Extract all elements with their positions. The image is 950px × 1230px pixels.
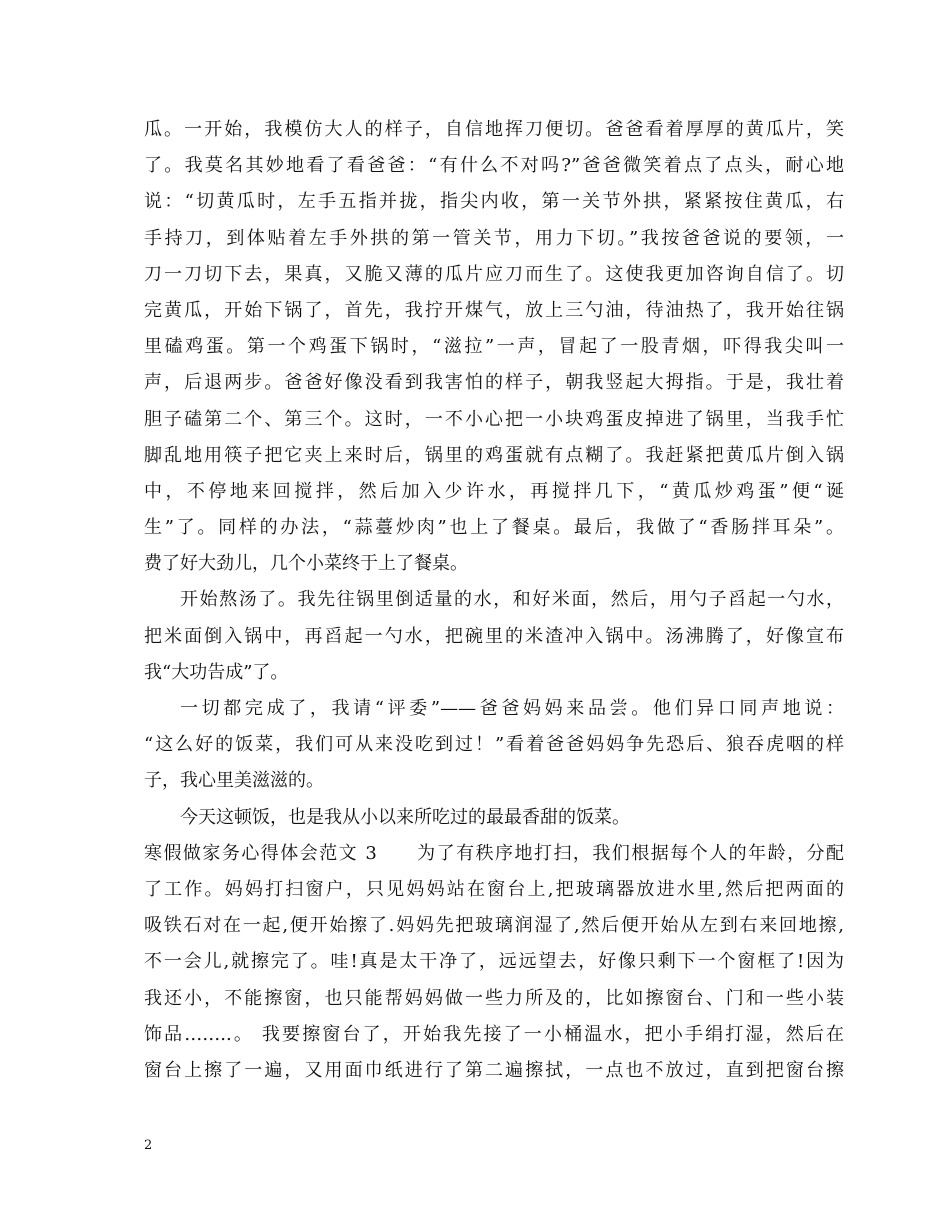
text-line: 生”了。同样的办法，“蒜薹炒肉”也上了餐桌。最后，我做了“香肠拌耳朵”。: [144, 517, 844, 539]
body-text: [144, 112, 844, 1089]
text-line: 完黄瓜，开始下锅了，首先，我拧开煤气，放上三勺油，待油热了，我开始往锅: [144, 299, 844, 321]
text-line: 说：“切黄瓜时，左手五指并拢，指尖内收，第一关节外拱，紧紧按住黄瓜，右: [144, 191, 844, 213]
text-line: 费了好大劲儿，几个小菜终于上了餐桌。: [144, 553, 468, 575]
text-line: 手持刀，到体贴着左手外拱的第一管关节，用力下切。”我按爸爸说的要领，一: [144, 227, 844, 249]
page-number: 2: [144, 1138, 153, 1153]
text-line: 里磕鸡蛋。第一个鸡蛋下锅时，“滋拉”一声，冒起了一股青烟，吓得我尖叫一: [144, 336, 844, 358]
text-line: 我还小，不能擦窗，也只能帮妈妈做一些力所及的，比如擦窗台、门和一些小装: [144, 987, 844, 1009]
text-line: 子，我心里美滋滋的。: [144, 770, 324, 792]
text-line: 刀一刀切下去，果真，又脆又薄的瓜片应刀而生了。这使我更加咨询自信了。切: [144, 263, 844, 285]
text-line: 了工作。妈妈打扫窗户，只见妈妈站在窗台上,把玻璃器放进水里,然后把两面的: [144, 878, 844, 900]
text-line: 寒假做家务心得体会范文 3 为了有秩序地打扫，我们根据每个人的年龄，分配: [144, 842, 844, 864]
text-line: 了。我莫名其妙地看了看爸爸：“有什么不对吗?”爸爸微笑着点了点头，耐心地: [144, 155, 844, 177]
text-line: 窗台上擦了一遍，又用面巾纸进行了第二遍擦拭，一点也不放过，直到把窗台擦: [144, 1059, 844, 1081]
text-line: 一切都完成了，我请“评委”——爸爸妈妈来品尝。他们异口同声地说：: [180, 698, 844, 719]
text-line: 开始熬汤了。我先往锅里倒适量的水，和好米面，然后，用勺子舀起一勺水，: [180, 589, 844, 611]
text-line: 今天这顿饭，也是我从小以来所吃过的最最香甜的饭菜。: [180, 806, 630, 828]
text-line: 饰品……..。 我要擦窗台了，开始我先接了一小桶温水，把小手绢打湿，然后在: [144, 1023, 844, 1045]
text-line: 不一会儿,就擦完了。哇!真是太干净了，远远望去，好像只剩下一个窗框了!因为: [144, 951, 844, 973]
text-line: “这么好的饭菜，我们可从来没吃到过！”看着爸爸妈妈争先恐后、狼吞虎咽的样: [144, 734, 844, 756]
text-line: 我“大功告成”了。: [144, 661, 289, 683]
text-line: 中，不停地来回搅拌，然后加入少许水，再搅拌几下，“黄瓜炒鸡蛋”便“诞: [144, 480, 844, 502]
text-line: 胆子磕第二个、第三个。这时，一不小心把一小块鸡蛋皮掉进了锅里，当我手忙: [144, 408, 844, 430]
text-line: 瓜。一开始，我模仿大人的样子，自信地挥刀便切。爸爸看着厚厚的黄瓜片，笑: [144, 119, 844, 140]
text-line: 把米面倒入锅中，再舀起一勺水，把碗里的米渣冲入锅中。汤沸腾了，好像宣布: [144, 625, 844, 647]
text-line: 吸铁石对在一起,便开始擦了.妈妈先把玻璃润湿了,然后便开始从左到右来回地擦,: [144, 915, 844, 937]
text-line: 脚乱地用筷子把它夹上来时后，锅里的鸡蛋就有点糊了。我赶紧把黄瓜片倒入锅: [144, 444, 844, 466]
text-line: 声，后退两步。爸爸好像没看到我害怕的样子，朝我竖起大拇指。于是，我壮着: [144, 372, 844, 394]
